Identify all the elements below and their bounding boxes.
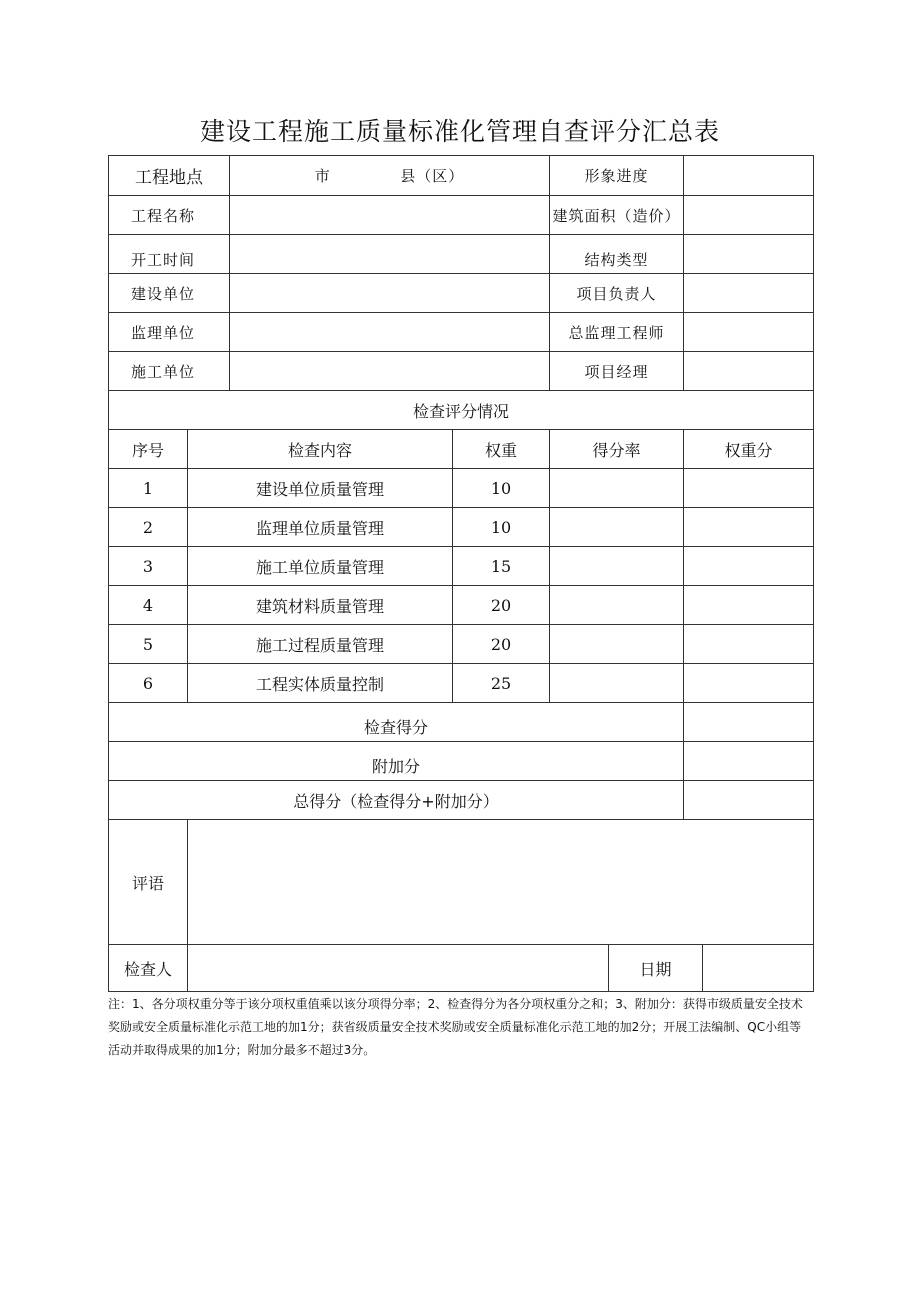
project-name-label: 工程名称 (109, 196, 230, 235)
location-county: 县（区） (400, 167, 465, 185)
progress-input[interactable] (684, 156, 814, 196)
builder-input[interactable] (230, 274, 550, 313)
row-weight: 10 (453, 469, 550, 508)
structure-type-label: 结构类型 (550, 235, 684, 274)
row-no: 6 (109, 664, 188, 703)
table-row (109, 664, 814, 703)
col-header-no: 序号 (109, 430, 188, 469)
row-rate-input[interactable] (550, 586, 684, 625)
inspector-input[interactable] (188, 945, 609, 992)
row-weighted-input[interactable] (684, 547, 814, 586)
manager-input[interactable] (684, 352, 814, 391)
row-weighted-input[interactable] (684, 664, 814, 703)
date-input[interactable] (703, 945, 814, 992)
row-weight: 10 (453, 508, 550, 547)
date-label: 日期 (609, 945, 703, 992)
row-rate-input[interactable] (550, 469, 684, 508)
row-content: 施工单位质量管理 (188, 547, 453, 586)
start-time-label: 开工时间 (109, 235, 230, 274)
col-header-weight: 权重 (453, 430, 550, 469)
row-content: 建筑材料质量管理 (188, 586, 453, 625)
page-title: 建设工程施工质量标准化管理自查评分汇总表 (199, 117, 720, 146)
score-summary-table (108, 155, 814, 992)
project-leader-label: 项目负责人 (550, 274, 684, 313)
col-header-content: 检查内容 (188, 430, 453, 469)
row-no: 3 (109, 547, 188, 586)
manager-label: 项目经理 (550, 352, 684, 391)
start-time-input[interactable] (230, 235, 550, 274)
table-row (109, 508, 814, 547)
footnote: 注：1、各分项权重分等于该分项权重值乘以该分项得分率；2、检查得分为各分项权重分之和；3、附加分：获得市级质量安全技术奖励或安全质量标准化示范工地的加1分；获省级质量安全技术奖励或安全质量标准化示范工地的加2分；开展工法编制、QC小组等活动并取得成果的加1分；附加分最多不超过3分。 (108, 997, 803, 1057)
structure-type-input[interactable] (684, 235, 814, 274)
table-row (109, 547, 814, 586)
constructor-input[interactable] (230, 352, 550, 391)
area-input[interactable] (684, 196, 814, 235)
row-weight: 20 (453, 625, 550, 664)
row-weight: 25 (453, 664, 550, 703)
check-score-input[interactable] (684, 703, 814, 742)
row-weighted-input[interactable] (684, 469, 814, 508)
chief-engineer-input[interactable] (684, 313, 814, 352)
row-weight: 20 (453, 586, 550, 625)
constructor-label: 施工单位 (109, 352, 230, 391)
row-rate-input[interactable] (550, 547, 684, 586)
row-content: 施工过程质量管理 (188, 625, 453, 664)
location-city: 市 (314, 167, 331, 185)
check-score-label: 检查得分 (109, 703, 684, 742)
supervisor-label: 监理单位 (109, 313, 230, 352)
supervisor-input[interactable] (230, 313, 550, 352)
row-no: 1 (109, 469, 188, 508)
table-row (109, 469, 814, 508)
builder-label: 建设单位 (109, 274, 230, 313)
row-content: 建设单位质量管理 (188, 469, 453, 508)
project-name-input[interactable] (230, 196, 550, 235)
table-row (109, 586, 814, 625)
section-title: 检查评分情况 (109, 391, 814, 430)
location-label: 工程地点 (109, 156, 230, 196)
comment-input[interactable] (188, 820, 814, 945)
location-value (230, 156, 550, 196)
area-label: 建筑面积（造价） (550, 196, 684, 235)
total-score-label: 总得分（检查得分+附加分） (109, 781, 684, 820)
row-weight: 15 (453, 547, 550, 586)
row-no: 2 (109, 508, 188, 547)
row-rate-input[interactable] (550, 508, 684, 547)
table-row (109, 625, 814, 664)
row-weighted-input[interactable] (684, 586, 814, 625)
row-no: 4 (109, 586, 188, 625)
row-rate-input[interactable] (550, 664, 684, 703)
progress-label: 形象进度 (550, 156, 684, 196)
project-leader-input[interactable] (684, 274, 814, 313)
bonus-label: 附加分 (109, 742, 684, 781)
row-weighted-input[interactable] (684, 508, 814, 547)
inspector-label: 检查人 (109, 945, 188, 992)
row-weighted-input[interactable] (684, 625, 814, 664)
row-no: 5 (109, 625, 188, 664)
total-score-input[interactable] (684, 781, 814, 820)
chief-engineer-label: 总监理工程师 (550, 313, 684, 352)
row-rate-input[interactable] (550, 625, 684, 664)
col-header-weighted: 权重分 (684, 430, 814, 469)
col-header-rate: 得分率 (550, 430, 684, 469)
comment-label: 评语 (109, 820, 188, 945)
bonus-input[interactable] (684, 742, 814, 781)
row-content: 工程实体质量控制 (188, 664, 453, 703)
column-header-row (109, 430, 814, 469)
row-content: 监理单位质量管理 (188, 508, 453, 547)
